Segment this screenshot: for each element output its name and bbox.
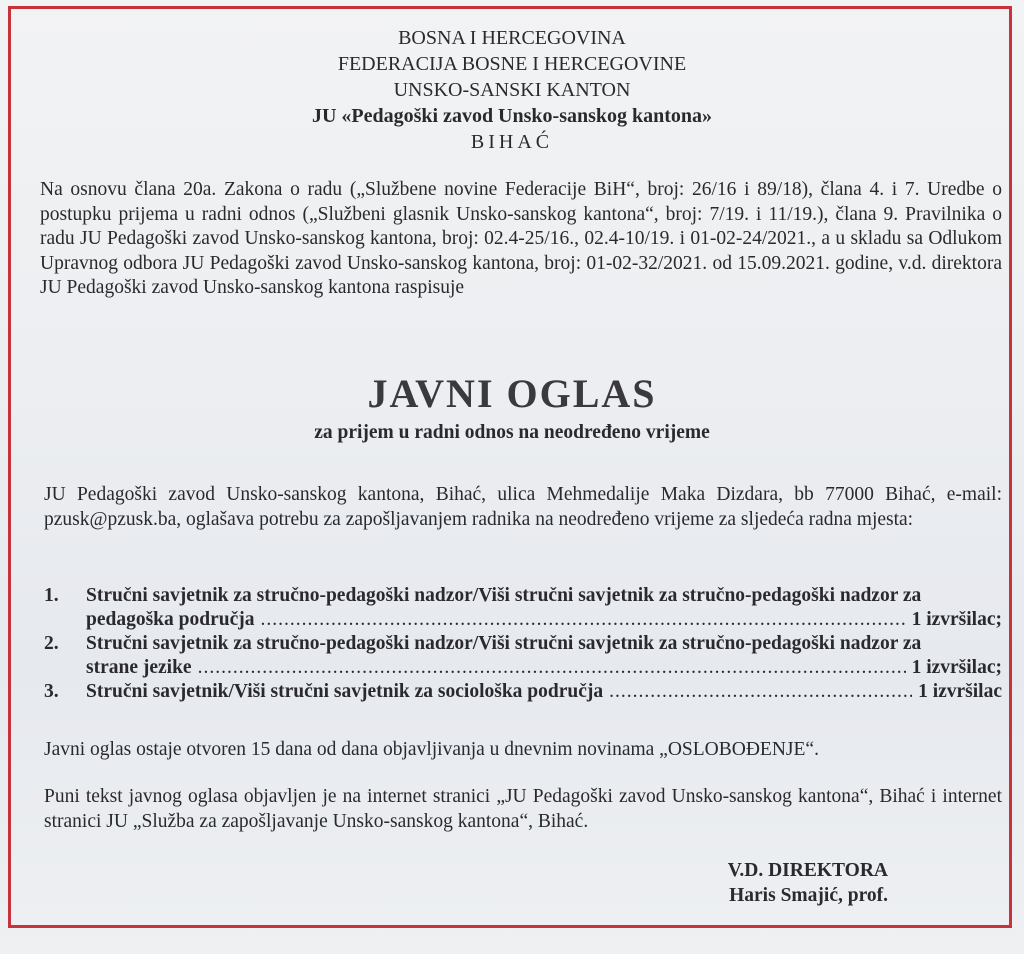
leader-dots <box>198 656 906 680</box>
signature-block <box>728 858 888 908</box>
header-institution: JU «Pedagoški zavod Unsko-sanskog kantona» <box>311 105 713 127</box>
position-title-line: strane jezike <box>86 657 192 678</box>
header-federation: FEDERACIJA BOSNE I HERCEGOVINE <box>337 53 687 75</box>
position-title-line: Stručni savjetnik za stručno-pedagoški nadzor/Viši stručni savjetnik za stručno-pedagoški nadzor za <box>86 633 922 654</box>
full-text-notice: Puni tekst javnog oglasa objavljen je na internet stranici „JU Pedagoški zavod Unsko-sanskog kantona“, Bihać i internet stranici JU „Služba za zapošljavanje Unsko-sanskog kantona“, Bihać. <box>44 786 1002 832</box>
ad-title: JAVNI OGLAS <box>367 371 657 416</box>
positions-list <box>44 584 1002 704</box>
header-country: BOSNA I HERCEGOVINA <box>398 27 626 49</box>
position-item <box>44 632 1002 680</box>
position-count: 1 izvršilac; <box>911 657 1002 678</box>
signature-name: Haris Smajić, prof. <box>729 885 888 906</box>
header-city: BIHAĆ <box>470 131 554 153</box>
position-title-line: Stručni savjetnik za stručno-pedagoški nadzor/Viši stručni savjetnik za stručno-pedagoški nadzor za <box>86 585 922 606</box>
position-title-line: Stručni savjetnik/Viši stručni savjetnik za sociološka područja <box>86 681 604 702</box>
leader-dots <box>261 608 906 632</box>
position-count: 1 izvršilac <box>918 681 1002 702</box>
position-number: 2. <box>44 633 59 654</box>
position-number: 3. <box>44 681 59 702</box>
position-count: 1 izvršilac; <box>911 609 1002 630</box>
ad-subtitle: za prijem u radni odnos na neodređeno vrijeme <box>314 422 710 443</box>
position-item <box>44 584 1002 632</box>
open-notice: Javni oglas ostaje otvoren 15 dana od dana objavljivanja u dnevnim novinama „OSLOBOĐENJE“. <box>44 739 819 760</box>
header-canton: UNSKO-SANSKI KANTON <box>393 79 631 101</box>
intro-paragraph: Na osnovu člana 20a. Zakona o radu („Službene novine Federacije BiH“, broj: 26/16 i 89/18), člana 4. i 7. Uredbe o postupku prijema u radni odnos („Službeni glasnik Unsko-sanskog kantona“, broj: 7/19. i 11/19.), člana 9. Pravilnika o radu JU Pedagoški zavod Unsko-sanskog kantona, broj: 02.4-25/16., 02.4-10/19. i 01-02-24/2021., a u skladu sa Odlukom Upravnog odbora JU Pedagoški zavod Unsko-sanskog kantona, broj: 01-02-32/2021. od 15.09.2021. godine, v.d. direktora JU Pedagoški zavod Unsko-sanskog kantona raspisuje <box>40 179 1002 298</box>
position-title-line: pedagoška područja <box>86 609 255 630</box>
body-paragraph: JU Pedagoški zavod Unsko-sanskog kantona, Bihać, ulica Mehmedalije Maka Dizdara, bb 77000 Bihać, e-mail: pzusk@pzusk.ba, oglašava potrebu za zapošljavanjem radnika na neodređeno vrijeme za sljedeća radna mjesta: <box>44 484 1002 530</box>
position-item <box>44 680 1002 704</box>
signature-role: V.D. DIREKTORA <box>727 860 888 881</box>
position-number: 1. <box>44 585 59 606</box>
leader-dots <box>609 680 912 704</box>
